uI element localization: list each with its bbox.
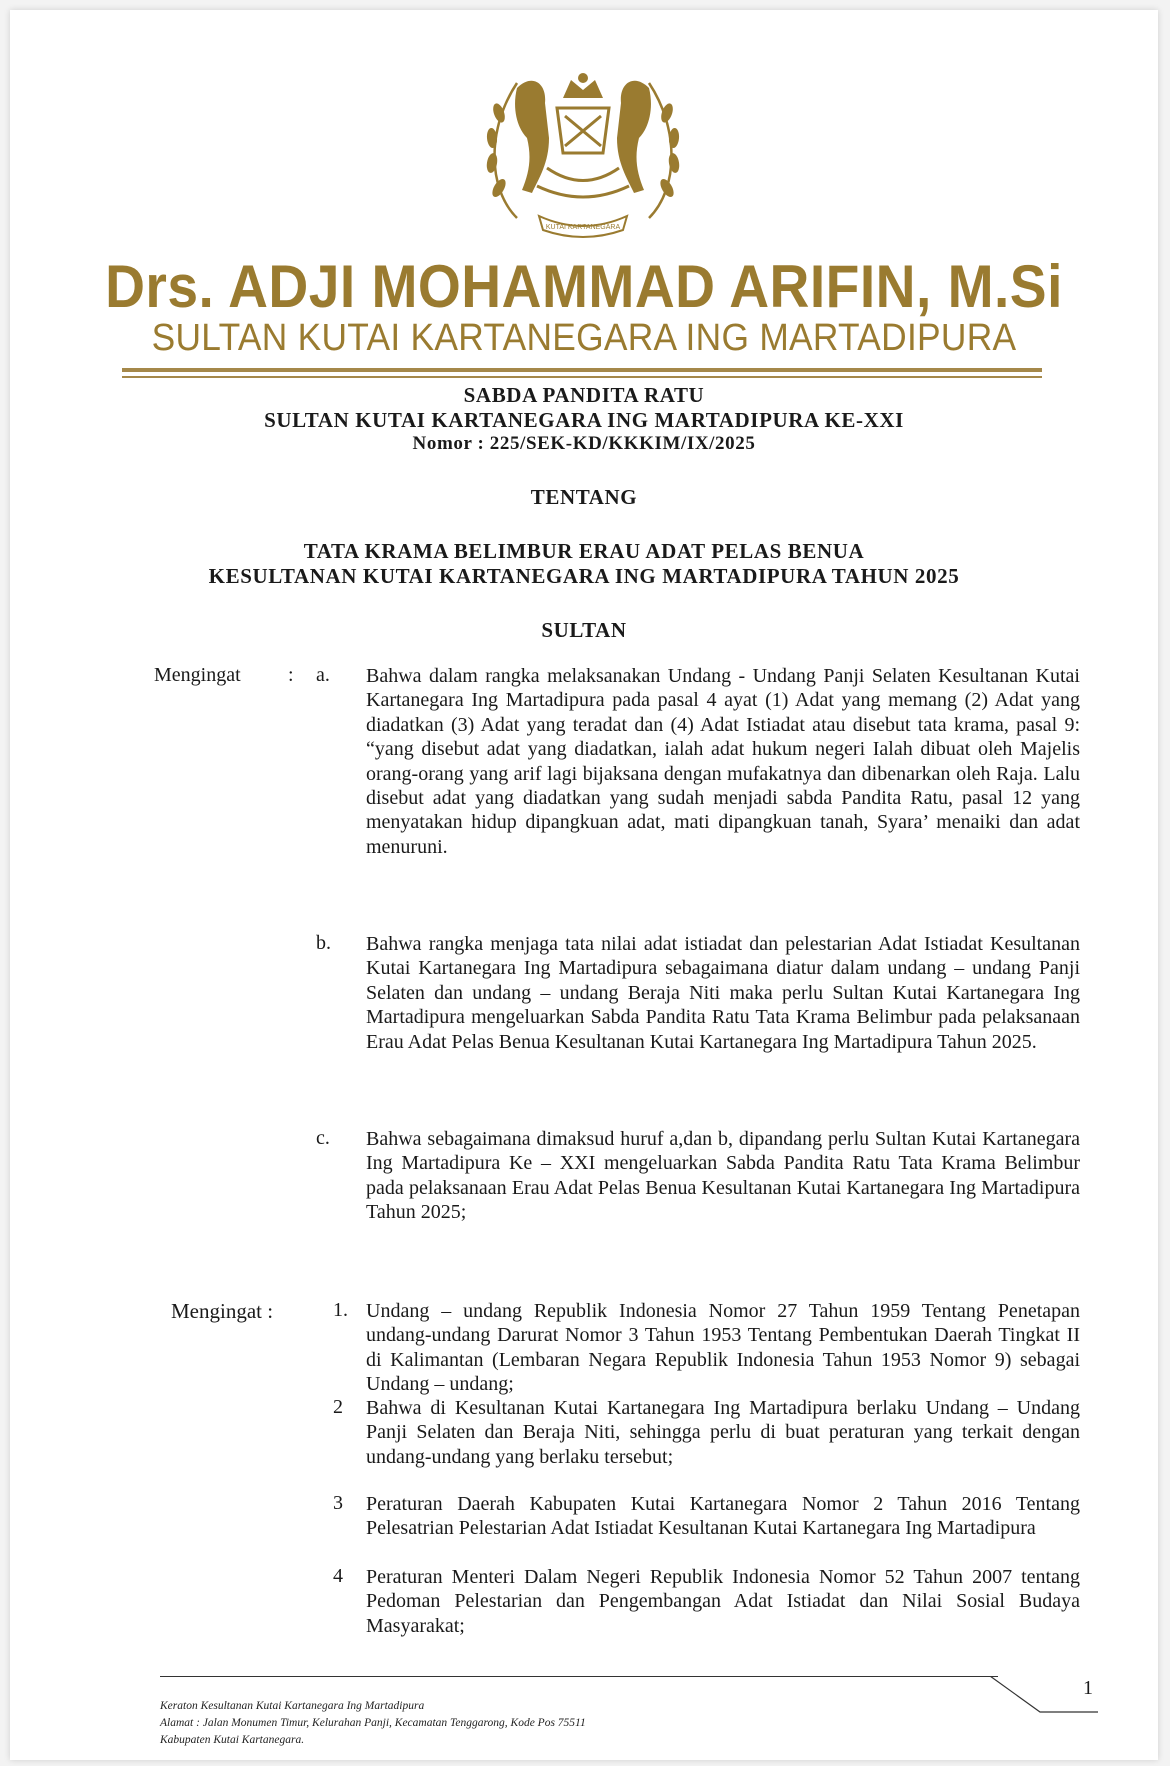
document-page	[10, 10, 1158, 1760]
letterhead-divider-thick	[122, 368, 1042, 372]
kutai-kartanegara-royal-crest-icon	[477, 68, 689, 246]
item-a-text: Bahwa dalam rangka melaksanakan Undang - Undang Panji Selaten Kesultanan Kutai Kartanegara Ing Martadipura pada pasal 4 ayat (1) Adat yang memang (2) Adat yang diadatkan (3) Adat yang teradat dan (4) Adat Istiadat atau disebut tata krama, pasal 9: “yang disebut adat yang diadatkan, ialah adat hukum negeri Ialah dibuat oleh Majelis orang-orang yang arif lagi bijaksana dengan mufakatnya dan dibenarkan oleh Raja. Lalu disebut adat yang diadatkan yang sudah menjadi sabda Pandita Ratu, pasal 12 yang menyatakan hidup dipangkuan adat, mati dipangkuan tanah, Syara’ menaiki dan adat menuruni.	[366, 665, 1080, 858]
page-number: 1	[1083, 1677, 1093, 1699]
sultan-name: Drs. ADJI MOHAMMAD ARIFIN, M.Si	[105, 253, 1063, 320]
emblem-ribbon-text: KUTAI KARTANEGARA	[545, 224, 621, 231]
footer-address: Alamat : Jalan Monumen Timur, Kelurahan Panji, Kecamatan Tenggarong, Kode Pos 75511	[160, 1717, 586, 1729]
item-b-marker: b.	[316, 932, 331, 954]
decree-about: TENTANG	[530, 485, 638, 509]
item-b-text: Bahwa rangka menjaga tata nilai adat istiadat dan pelestarian Adat Istiadat Kesultanan Kutai Kartanegara Ing Martadipura sebagaimana diatur dalam undang – undang Panji Selaten dan undang – undang Beraja Niti maka perlu Sultan Kutai Kartanegara Ing Martadipura mengeluarkan Sabda Pandita Ratu Tata Krama Belimbur pada pelaksanaan Erau Adat Pelas Benua Kesultanan Kutai Kartanegara Ing Martadipura Tahun 2025.	[366, 933, 1080, 1053]
item-3-text: Peraturan Daerah Kabupaten Kutai Kartanegara Nomor 2 Tahun 2016 Tentang Pelesatrian Pelestarian Adat Istiadat Kesultanan Kutai Kartanegara Ing Martadipura	[366, 1493, 1080, 1540]
item-1-marker: 1.	[333, 1299, 348, 1321]
item-4-marker: 4	[333, 1565, 343, 1587]
section2-label: Mengingat :	[171, 1299, 274, 1323]
item-c-marker: c.	[316, 1127, 330, 1149]
decree-issuer-line: SULTAN KUTAI KARTANEGARA ING MARTADIPURA KE-XXI	[264, 408, 904, 432]
decree-number: Nomor : 225/SEK-KD/KKKIM/IX/2025	[412, 433, 756, 454]
item-3-marker: 3	[333, 1492, 343, 1514]
footer-institution: Keraton Kesultanan Kutai Kartanegara Ing Martadipura	[160, 1700, 425, 1712]
sultan-title: SULTAN KUTAI KARTANEGARA ING MARTADIPURA	[151, 317, 1017, 359]
footer-regency: Kabupaten Kutai Kartanegara.	[160, 1734, 305, 1746]
item-1-text: Undang – undang Republik Indonesia Nomor 27 Tahun 1959 Tentang Penetapan undang-undang Darurat Nomor 3 Tahun 1953 Tentang Pembentukan Daerah Tingkat II di Kalimantan (Lembaran Negara Republik Indonesia Tahun 1953 Nomor 9) sebagai Undang – undang;	[366, 1300, 1080, 1396]
decree-subject-line2: KESULTANAN KUTAI KARTANEGARA ING MARTADIPURA TAHUN 2025	[208, 564, 960, 588]
section1-colon: :	[288, 664, 294, 686]
section1-label: Mengingat	[154, 664, 241, 686]
item-2-text: Bahwa di Kesultanan Kutai Kartanegara Ing Martadipura berlaku Undang – Undang Panji Selaten dan Beraja Niti, sehingga perlu di buat peraturan yang terkait dengan undang-undang yang berlaku tersebut;	[366, 1397, 1080, 1468]
decree-subject-line1: TATA KRAMA BELIMBUR ERAU ADAT PELAS BENUA	[303, 539, 865, 563]
letterhead-divider-thin	[122, 376, 1042, 378]
item-c-text: Bahwa sebagaimana dimaksud huruf a,dan b, dipandang perlu Sultan Kutai Kartanegara Ing Martadipura Ke – XXI mengeluarkan Sabda Pandita Ratu Tata Krama Belimbur pada pelaksanaan Erau Adat Pelas Benua Kesultanan Kutai Kartanegara Ing Martadipura Tahun 2025;	[366, 1128, 1080, 1224]
item-2-marker: 2	[333, 1396, 343, 1418]
item-a-marker: a.	[316, 664, 330, 686]
footer-rule	[160, 1676, 998, 1677]
item-4-text: Peraturan Menteri Dalam Negeri Republik Indonesia Nomor 52 Tahun 2007 tentang Pedoman Pelestarian dan Pengembangan Adat Istiadat dan Nilai Sosial Budaya Masyarakat;	[366, 1566, 1080, 1637]
decree-issuer: SULTAN	[541, 618, 627, 642]
decree-title: SABDA PANDITA RATU	[463, 383, 705, 407]
